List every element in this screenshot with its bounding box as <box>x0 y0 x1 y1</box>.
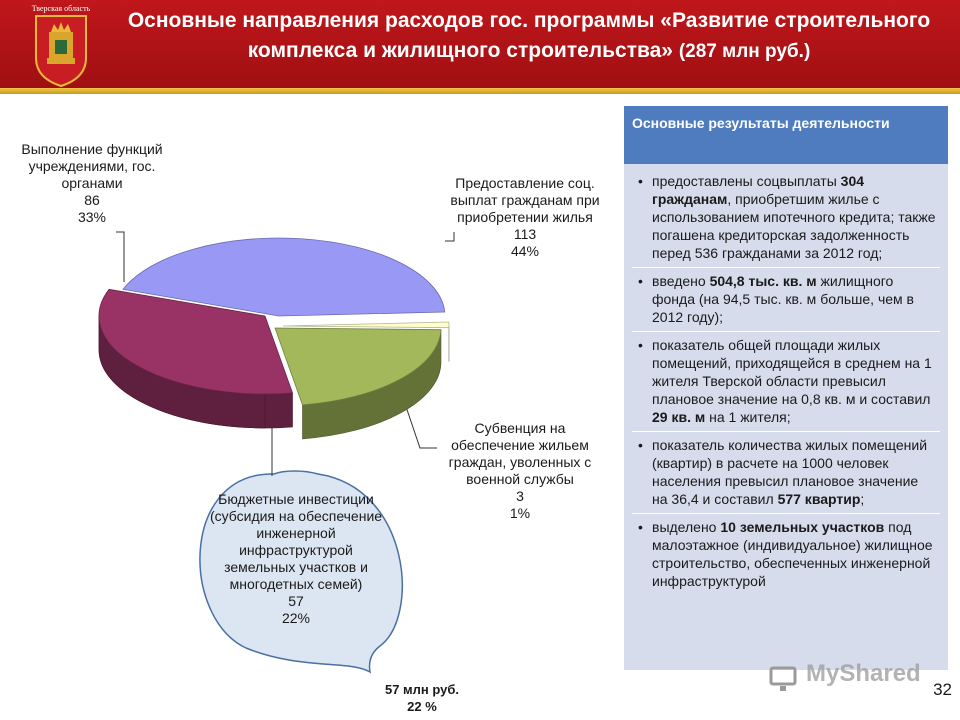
result-text: выделено <box>652 519 721 535</box>
result-item <box>632 331 940 431</box>
result-highlight: 304 гражданам <box>652 173 865 207</box>
label-investments <box>204 491 388 627</box>
results-panel-header: Основные результаты деятельности <box>624 106 948 164</box>
label-military-value: 3 <box>516 488 524 504</box>
slice-military <box>283 322 449 328</box>
result-text: под малоэтажное (индивидуальное) жилищное строительство, обеспеченных инженерной инфраструктурой <box>652 519 933 589</box>
result-text: жилищного фонда (на 94,5 тыс. кв. м больше, чем в 2012 году); <box>652 273 914 325</box>
result-text: ; <box>860 491 865 507</box>
result-text: на 1 жителя; <box>705 409 791 425</box>
result-item <box>632 431 940 513</box>
label-functions-value: 86 <box>84 192 100 208</box>
bottom-note <box>352 681 492 715</box>
watermark <box>768 656 924 696</box>
label-functions-text: Выполнение функций учреждениями, гос. органами <box>21 141 163 191</box>
result-item <box>632 513 940 595</box>
result-item <box>632 168 940 267</box>
bullet-icon: • <box>638 437 643 453</box>
label-military-percent: 1% <box>509 505 531 521</box>
result-text: показатель общей площади жилых помещений, приходящейся в среднем на 1 жителя Тверской области превысил плановое значение на 0,8 кв. м и составил <box>652 337 932 407</box>
label-investments-value: 57 <box>288 593 304 609</box>
result-highlight: 10 земельных участков <box>720 519 885 535</box>
title-text: Основные направления расходов гос. программы «Развитие строительного комплекса и жилищного строительства» <box>127 9 931 62</box>
bullet-icon: • <box>638 519 643 535</box>
label-investments-text: Бюджетные инвестиции (субсидия на обеспечение инженерной инфраструктурой земельных участков и многодетных семей) <box>209 491 383 592</box>
page-number: 32 <box>933 680 952 699</box>
results-list <box>624 168 948 595</box>
label-social-text: Предоставление соц. выплат гражданам при приобретении жилья <box>450 175 600 225</box>
bottom-note-percent: 22 % <box>407 699 437 714</box>
watermark-text: MyShared <box>806 660 921 687</box>
result-text: введено <box>652 273 710 289</box>
label-functions-percent: 33% <box>77 209 107 225</box>
title-sum: (287 млн руб.) <box>678 41 811 62</box>
watermark-logo-icon <box>768 660 802 694</box>
label-functions <box>4 141 180 226</box>
result-highlight: 29 кв. м <box>652 409 706 425</box>
label-investments-percent: 22% <box>281 610 311 626</box>
result-text: показатель количества жилых помещений (квартир) в расчете на 1000 человек населения превысил плановое значение на 36,4 и составил <box>652 437 928 507</box>
label-social-value: 113 <box>513 226 537 242</box>
result-text: предоставлены соцвыплаты <box>652 173 841 189</box>
result-highlight: 504,8 тыс. кв. м <box>709 273 817 289</box>
label-military-text: Субвенция на обеспечение жильем граждан, уволенных с военной службы <box>448 420 592 487</box>
results-panel <box>624 106 948 670</box>
bottom-note-amount: 57 млн руб. <box>384 682 460 697</box>
result-text: , приобретшим жилье с использованием ипотечного кредита; также погашена кредиторская задолженность перед 536 гражданами за 2012 год; <box>652 191 936 261</box>
bullet-icon: • <box>638 173 643 189</box>
result-item <box>632 267 940 331</box>
bullet-icon: • <box>638 337 643 353</box>
result-highlight: 577 квартир <box>777 491 861 507</box>
bullet-icon: • <box>638 273 643 289</box>
label-military <box>434 420 606 522</box>
label-social-percent: 44% <box>510 243 540 259</box>
label-social <box>440 175 610 260</box>
region-name: Тверская область <box>31 4 91 13</box>
